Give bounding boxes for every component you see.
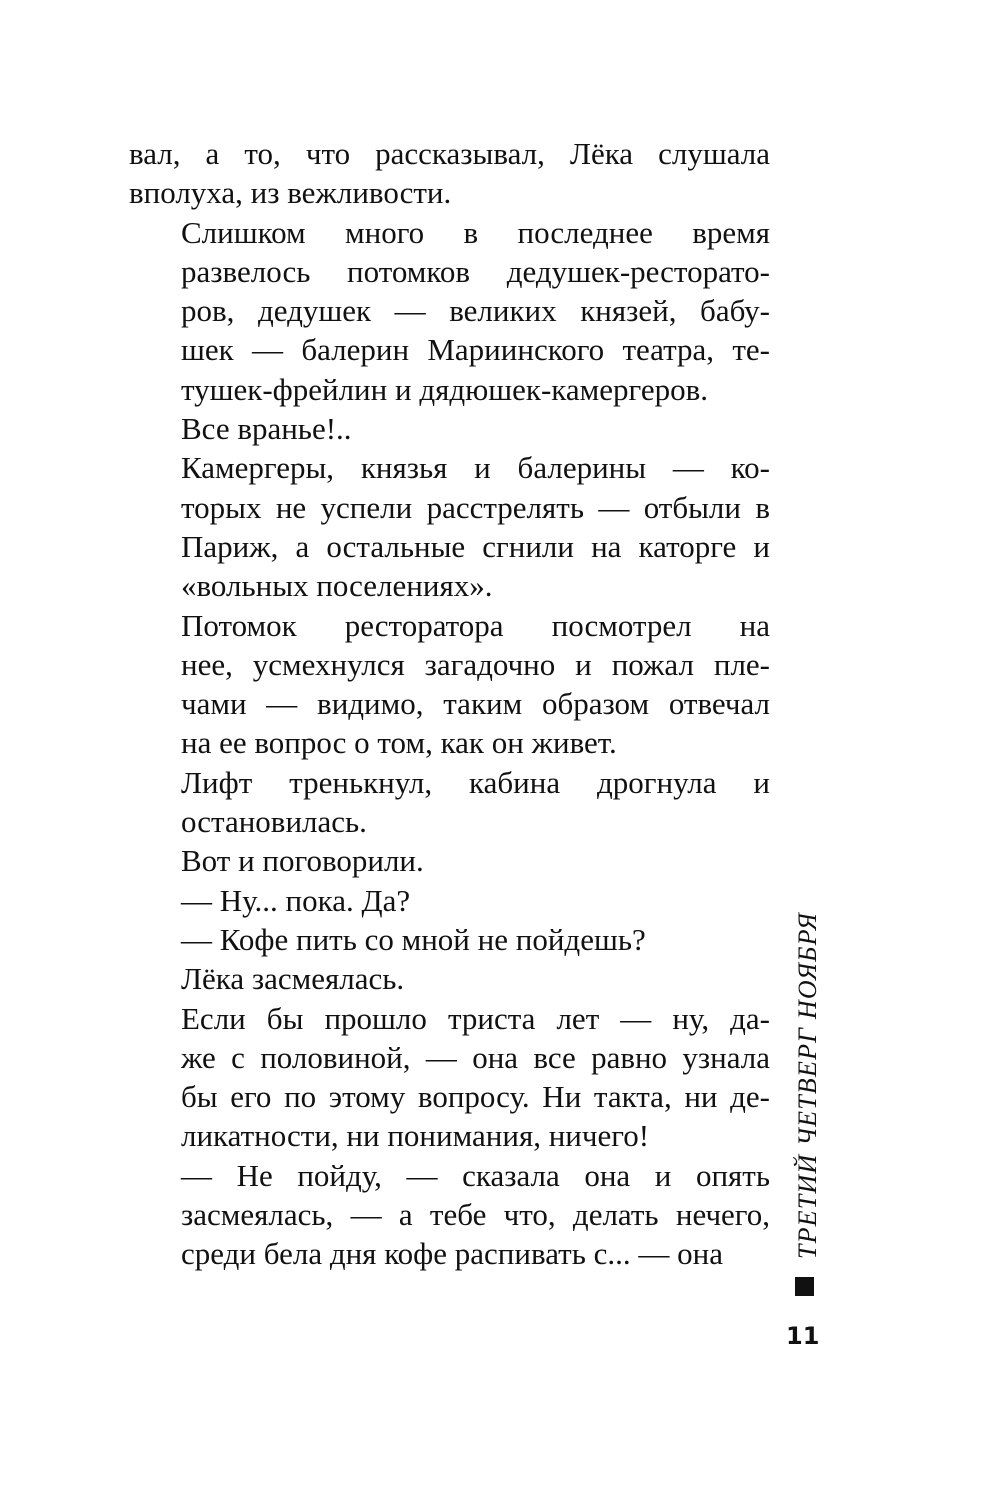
text-line: «вольных поселениях». bbox=[181, 568, 493, 604]
text-line: ров, дедушек — великих князей, бабу- bbox=[181, 293, 770, 329]
running-head bbox=[784, 912, 832, 1287]
text-line: Камергеры, князья и балерины — ко- bbox=[181, 450, 770, 486]
text-line: шек — балерин Мариинского театра, те- bbox=[181, 332, 770, 368]
text-line: — Кофе пить со мной не пойдешь? bbox=[181, 921, 646, 957]
black-square-icon bbox=[795, 1277, 814, 1296]
paragraph bbox=[129, 959, 770, 998]
paragraph bbox=[129, 763, 770, 842]
text-line: тушек-фрейлин и дядюшек-камергеров. bbox=[181, 371, 708, 407]
paragraph bbox=[129, 606, 770, 763]
paragraph bbox=[129, 409, 770, 448]
paragraph bbox=[129, 999, 770, 1156]
text-line: же с половиной, — она все равно узнала bbox=[181, 1039, 770, 1075]
paragraph bbox=[129, 134, 770, 213]
text-line: развелось потомков дедушек-ресторато- bbox=[181, 253, 770, 289]
paragraph bbox=[129, 1156, 770, 1274]
text-line: чами — видимо, таким образом отвечал bbox=[181, 686, 770, 722]
text-line: засмеялась, — а тебе что, делать нечего, bbox=[181, 1197, 770, 1233]
paragraph bbox=[129, 881, 770, 920]
body-text bbox=[129, 134, 770, 1274]
text-line: — Ну... пока. Да? bbox=[181, 882, 411, 918]
text-line: Слишком много в последнее время bbox=[181, 214, 770, 250]
text-line: Все вранье!.. bbox=[181, 411, 352, 447]
text-line: нее, усмехнулся загадочно и пожал пле- bbox=[181, 646, 770, 682]
text-line: — Не пойду, — сказала она и опять bbox=[181, 1157, 770, 1193]
text-line: на ее вопрос о том, как он живет. bbox=[181, 725, 617, 761]
paragraph bbox=[129, 920, 770, 959]
text-line: Вот и поговорили. bbox=[181, 843, 424, 879]
paragraph bbox=[129, 841, 770, 880]
text-line: вполуха, из вежливости. bbox=[129, 175, 452, 211]
text-line: Потомок ресторатора посмотрел на bbox=[181, 607, 770, 643]
paragraph bbox=[129, 448, 770, 605]
text-line: Если бы прошло триста лет — ну, да- bbox=[181, 1000, 770, 1036]
page-number: 11 bbox=[786, 1322, 820, 1350]
text-line: среди бела дня кофе распивать с... — она bbox=[181, 1236, 723, 1272]
text-line: Париж, а остальные сгнили на каторге и bbox=[181, 528, 770, 564]
paragraph bbox=[129, 213, 770, 409]
text-line: бы его по этому вопросу. Ни такта, ни де- bbox=[181, 1079, 770, 1115]
text-line: ликатности, ни понимания, ничего! bbox=[181, 1118, 650, 1154]
text-line: торых не успели расстрелять — отбыли в bbox=[181, 489, 770, 525]
text-line: остановилась. bbox=[181, 804, 367, 840]
running-head-title: ТРЕТИЙ ЧЕТВЕРГ НОЯБРЯ bbox=[793, 912, 822, 1260]
text-line: Лёка засмеялась. bbox=[181, 961, 405, 997]
text-line: вал, а то, что рассказывал, Лёка слушала bbox=[129, 136, 770, 171]
text-line: Лифт тренькнул, кабина дрогнула и bbox=[181, 764, 770, 800]
